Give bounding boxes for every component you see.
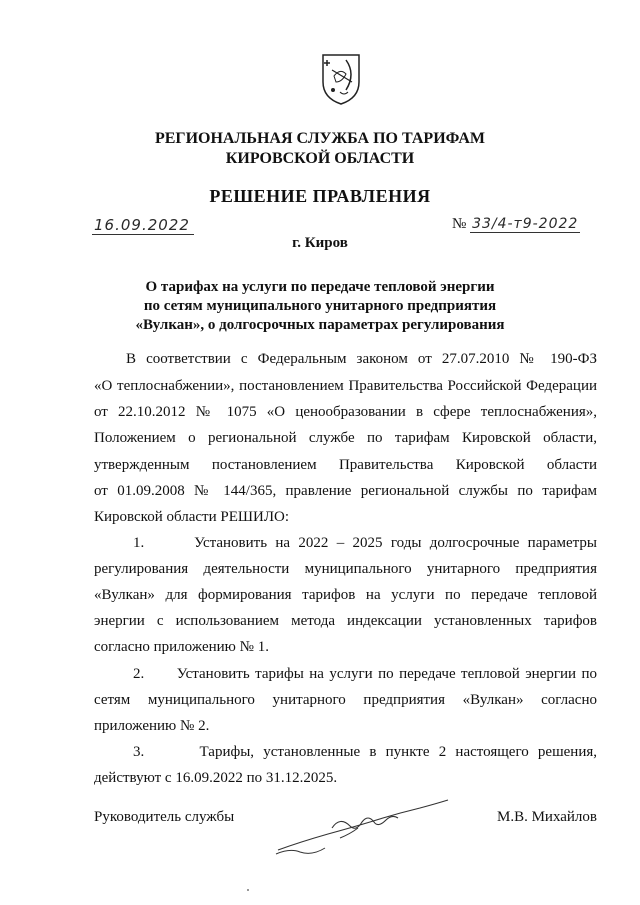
handwritten-date: 16.09.2022 [92,216,194,235]
item2-line: 2. Установить тарифы на услуги по передаче тепловой энергии по [133,666,597,682]
item3-line: действуют с 16.09.2022 по 31.12.2025. [94,770,338,786]
number-label: № [452,216,467,232]
intro-line: от 01.09.2008 № 144/365, правление региональной службы по тарифам [94,483,597,499]
item1-line: согласно приложению № 1. [94,639,269,655]
city-name: г. Киров [292,235,348,251]
scan-speck [247,889,249,891]
item1-line: регулирования деятельности муниципального унитарного предприятия [94,561,597,577]
signatory-name: М.В. Михайлов [496,809,597,825]
intro-line: утвержденным постановлением Правительства Кировской области [94,457,597,473]
intro-line: В соответствии с Федеральным законом от 27.07.2010 № 190-ФЗ [126,351,597,367]
subject-title-line2: по сетям муниципального унитарного предприятия [143,298,497,314]
item1-line: 1. Установить на 2022 – 2025 годы долгосрочные параметры [133,535,597,551]
intro-line: Положением о региональной службе по тарифам Кировской области, [94,430,597,446]
document-number [452,216,580,233]
org-name-line1: РЕГИОНАЛЬНАЯ СЛУЖБА ПО ТАРИФАМ [154,130,486,147]
handwritten-signature [270,798,450,858]
subject-title-line1: О тарифах на услуги по передаче тепловой энергии [145,279,495,295]
intro-line: Кировской области РЕШИЛО: [94,509,290,525]
handwritten-number: 33/4-т9-2022 [472,216,579,232]
item3-line: 3. Тарифы, установленные в пункте 2 настоящего решения, [133,744,597,760]
item1-line: энергии с использованием метода индексации установленных тарифов [94,613,597,629]
item2-line: сетям муниципального унитарного предприятия «Вулкан» согласно [94,692,597,708]
subject-title-line3: «Вулкан», о долгосрочных параметрах регулирования [135,317,505,333]
item1-line: «Вулкан» для формирования тарифов на услуги по передаче тепловой [94,587,597,603]
document-type-title: РЕШЕНИЕ ПРАВЛЕНИЯ [209,186,431,206]
signatory-role: Руководитель службы [94,809,235,825]
intro-line: «О теплоснабжении», постановлением Правительства Российской Федерации [94,378,597,394]
org-name-line2: КИРОВСКОЙ ОБЛАСТИ [225,150,415,167]
coat-of-arms-emblem [320,52,362,106]
item2-line: приложению № 2. [94,718,210,734]
intro-line: от 22.10.2012 № 1075 «О ценообразовании в сфере теплоснабжения», [94,404,597,420]
